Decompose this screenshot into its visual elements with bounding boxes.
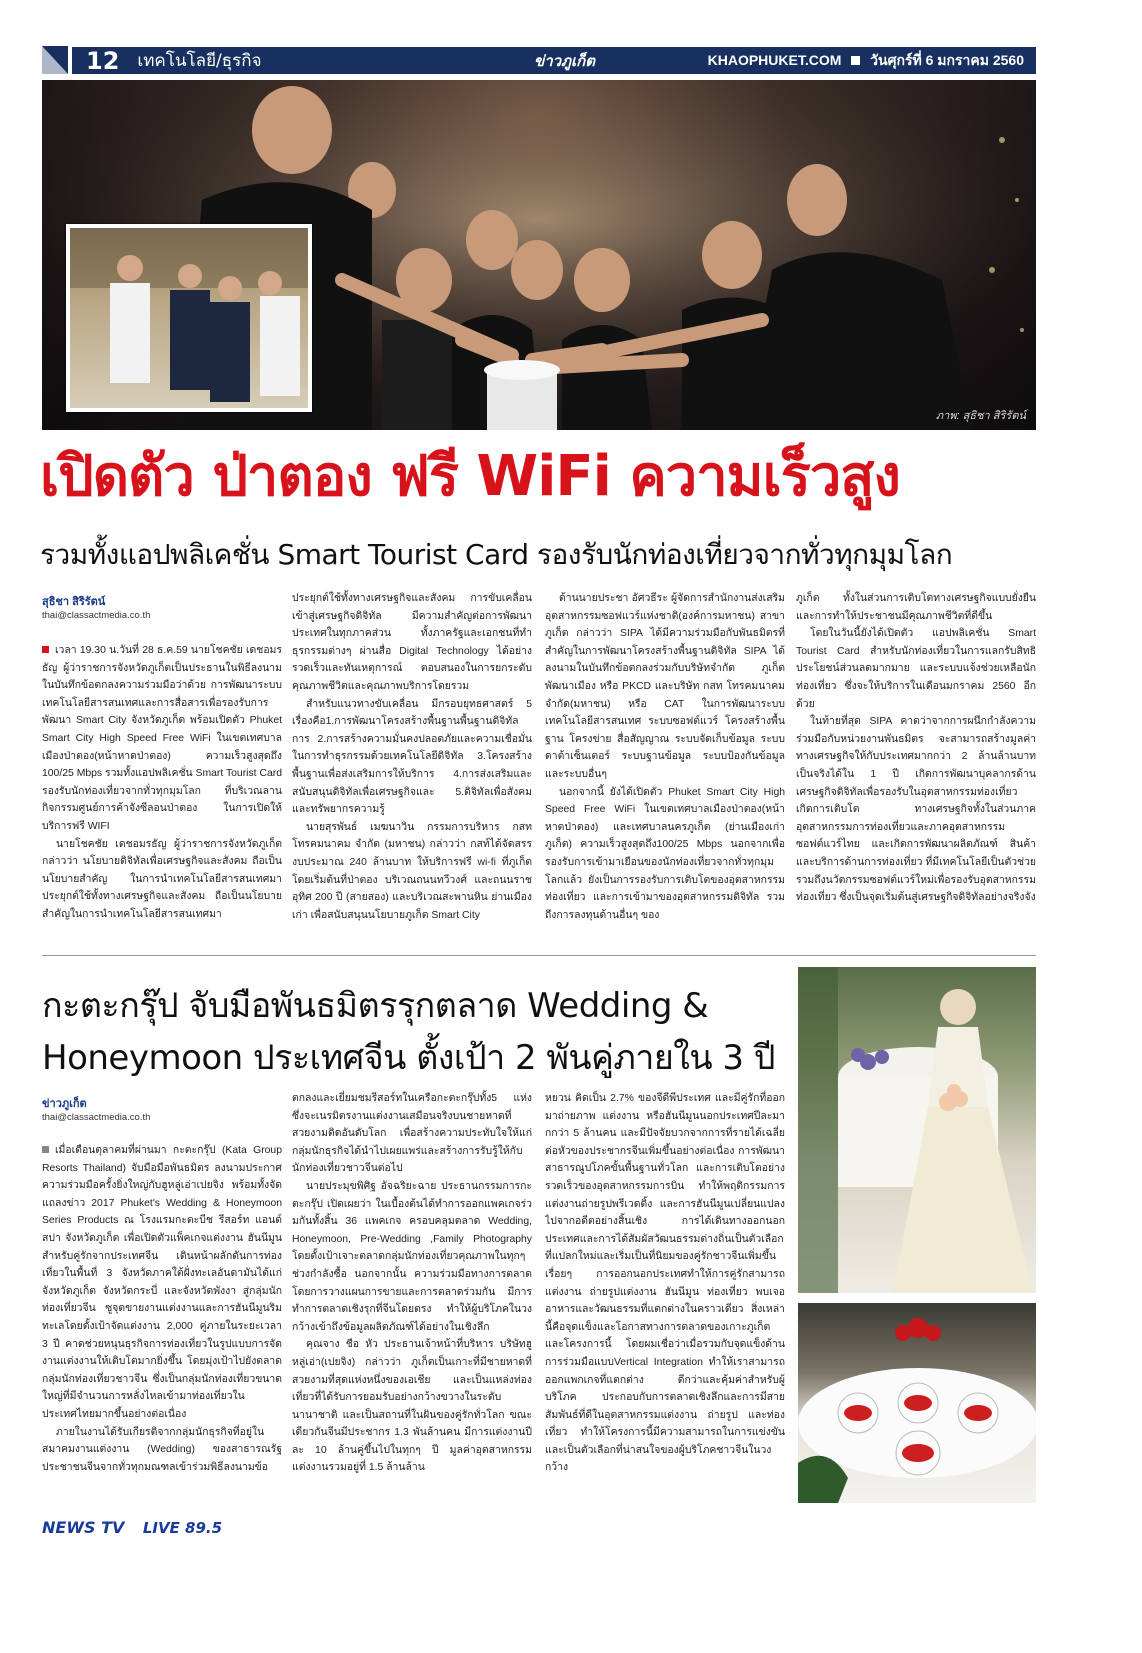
bullet-square-icon bbox=[42, 646, 49, 653]
story1-subheadline: รวมทั้งแอปพลิเคชั่น Smart Tourist Card รองรับนักท่องเที่ยวจากทั่วทุกมุมโลก bbox=[40, 538, 953, 571]
site-url: KHAOPHUKET.COM bbox=[707, 51, 842, 68]
paragraph: นายโชคชัย เดชอมรธัญ ผู้ว่าราชการจังหวัดภูเก็ต กล่าวว่า นโยบายดิจิทัลเพื่อเศรษฐกิจและสังคม ถือเป็นนโยบายสำคัญ ในการนำเทคโนโลยีสารสนเทศมาประยุกต์ใช้ทั้งทางเศรษฐกิจและสังคม ถือเป็นนโยบายสำคัญในการนำเทคโนโลยีสารสนเทศมา bbox=[42, 838, 282, 920]
story1-column-3 bbox=[545, 590, 785, 938]
story2-column-2 bbox=[292, 1090, 532, 1510]
paragraph: นายสุรพันธ์ เมฆนาวิน กรรมการบริหาร กสท โทรคมนาคม จำกัด (มหาชน) กล่าวว่า กสท์ได้จัดสรรงบประมาณ 240 ล้านบาท ให้บริการฟรี wi-fi ที่ภูเก็ต โดยเริ่มต้นที่ป่าตอง บริเวณถนนทวีวงศ์ และถนนราชอุทิศ 200 ปี (สายสอง) และบริเวณสะพานหิน ย่านเมืองเก่า เพื่อสนับสนุนนโยบายภูเก็ต Smart City bbox=[292, 821, 532, 921]
news-tv-logo: NEWS TV bbox=[42, 1518, 125, 1537]
page-number: 12 bbox=[86, 46, 120, 75]
separator-square-icon bbox=[851, 56, 860, 65]
paragraph-text: เวลา 19.30 น.วันที่ 28 ธ.ค.59 นายโชคชัย เดชอมรธัญ ผู้ว่าราชการจังหวัดภูเก็ตเป็นประธานในพิธีลงนามในบันทึกข้อตกลงความร่วมมือว่าด้วย การพัฒนาระบบเทคโนโลยีสารสนเทศและการสื่อสารเพื่อรองรับการพัฒนา Smart City จังหวัดภูเก็ต พร้อมเปิดตัว Phuket Smart City High Speed Free WiFi ในเขตเทศบาลเมืองป่าตอง(หน้าหาดป่าตอง) ความเร็วสูงสุดถึง 100/25 Mbps รวมทั้งแอปพลิเคชั่น Smart Tourist Card รองรับนักท่องเที่ยวจากทั่วทุกมุมโลก ที่บริเวณลานกิจกรรมศูนย์การค้าจังซีลอนป่าตอง ในการเปิดให้บริการฟรี WIFI bbox=[42, 645, 282, 832]
paragraph: ตกลงและเยี่ยมชมรีสอร์ทในเครือกะตะกรุ๊ปทั้ง5 แห่ง ซึ่งจะเนรมิตรงานแต่งงานเสมือนจริงบนชายหาดที่สวยงามติดอันดับโลก เพื่อสร้างความประทับใจให้แก่กลุ่มนักธุรกิจได้นำไปเผยแพร่และสร้างการรับรู้ให้กับนักท่องเที่ยวชาวจีนต่อไป bbox=[292, 1093, 532, 1175]
bullet-square-icon bbox=[42, 1146, 49, 1153]
paragraph: หยวน คิดเป็น 2.7% ของจีดีพีประเทศ และมีคู่รักที่ออกมาถ่ายภาพ แต่งงาน หรือฮันนีมูนนอกประเทศปีละมากกว่า 5 ล้านคน และมีปัจจัยบวกจากการที่รายได้เฉลี่ยต่อหัวของประชากรจีนเพิ่มขึ้นอย่างต่อเนื่อง การพัฒนาสาธารณูปโภคขั้นพื้นฐานทั่วโลก และการเติบโตอย่างรวดเร็วของอุตสาหกรรมการบิน ทำให้พฤติกรรมการแต่งงานถ่ายรูปพรีเวดดิ้ง และการฮันนีมูนเปลี่ยนแปลงไปจากอดีตอย่างสิ้นเชิง การได้เดินทางออกนอกประเทศและการได้สัมผัสวัฒนธรรมต่างถิ่นเป็นตัวเลือกที่แปลกใหม่และเริ่มเป็นที่นิยมของคู่รักชาวจีนเพิ่มขึ้นเรื่อยๆ การออกนอกประเทศทำให้การคู่รักสามารถแต่งงาน ถ่ายรูปแต่งงาน ฮันนีมูน ท่องเที่ยว พบเจออาหารและวัฒนธรรมที่แตกต่างในคราวเดียว สิ่งเหล่านี้คือจุดแข็งและโอกาสทางการตลาดของเกาะภูเก็ตและโครงการนี้ โดยผมเชื่อว่าเมื่อรวมกับจุดแข็งด้านการร่วมมือแบบVertical Integration ทำให้เราสามารถออกแพกเกจที่แตกต่าง ดีกว่าและคุ้มค่าสำหรับผู้บริโภค ประกอบกับการตลาดเชิงลึกและการมีสายสัมพันธ์ที่ดีในอุตสาหกรรมแต่งงาน ถ่ายรูป และท่องเที่ยว ทำให้โครงการนี้มีความสามารถในการแข่งขันและเป็นตัวเลือกที่น่าสนใจของผู้บริโภคชาวจีนในวงกว้าง bbox=[545, 1093, 785, 1474]
paragraph: ภายในงานได้รับเกียรติจากกลุ่มนักธุรกิจที่อยู่ในสมาคมงานแต่งงาน (Wedding) ของสาธารณรัฐประชาชนจีนจากทั่วทุกมณฑลเข้าร่วมพิธีลงนามข้อ bbox=[42, 1426, 282, 1473]
paragraph: โดยในวันนี้ยังได้เปิดตัว แอปพลิเคชั่น Smart Tourist Card สำหรับนักท่องเที่ยวในการแลกรับสิทธิประโยชน์ส่วนลดมากมาย และระบบแจ้งช่วยเหลือนักท่องเที่ยว ซึ่งจะให้บริการในเดือนมกราคม 2560 อีกด้วย bbox=[796, 628, 1036, 710]
story2-headline-line1: กะตะกรุ๊ป จับมือพันธมิตรรุกตลาด Wedding & bbox=[42, 986, 709, 1026]
paragraph: ภูเก็ต ทั้งในส่วนการเติบโตทางเศรษฐกิจแบบยั่งยืน และการทำให้ประชาชนมีคุณภาพชีวิตที่ดีขึ้น bbox=[796, 593, 1036, 622]
paragraph bbox=[42, 1142, 282, 1424]
inset-photo-illustration bbox=[70, 228, 308, 408]
paragraph: นอกจากนี้ ยังได้เปิดตัว Phuket Smart City High Speed Free WiFi ในเขตเทศบาลเมืองป่าตอง(หน้าหาดป่าตอง) และเทศบาลนครภูเก็ต (ย่านเมืองเก่าภูเก็ต) ความเร็วสูงสุดถึง100/25 Mbps นอกจากเพื่อรองรับการเข้ามาเยือนของนักท่องเที่ยวจากทั่วทุกมุมโลกแล้ว ยังเป็นการรองรับการเติบโตของอุตสาหกรรมท่องเที่ยว และการเข้ามาของอุตสาหกรรมดิจิทัล รวมถึงการลงทุนด้านอื่นๆ ของ bbox=[545, 786, 785, 921]
section-name: เทคโนโลยี/ธุรกิจ bbox=[137, 51, 262, 71]
story1-headline: เปิดตัว ป่าตอง ฟรี WiFi ความเร็วสูง bbox=[40, 444, 900, 509]
section-divider bbox=[42, 955, 1036, 956]
story1-byline: สุธิชา สิริรัตน์ bbox=[42, 596, 106, 608]
paragraph: นายประมุขพิศิฐ อัจฉริยะฉาย ประธานกรรมการกะตะกรุ๊ป เปิดเผยว่า ในเบื้องต้นได้ทำการออกแพคเกจร่วมกันทั้งสิ้น 36 แพคเกจ ครอบคลุมตลาด Wedding, Honeymoon, Pre-Wedding ,Family Photography โดยตั้งเป้าเจาะตลาดกลุ่มนักท่องเที่ยวคุณภาพในทุกๆ ช่วงกำลังซื้อ นอกจากนั้น ความร่วมมือทางการตลาดโดยการวางแผนการขายและการตลาดร่วมกัน มีการทำการตลาดเชิงรุกที่จีนโดยตรง ทำให้ผู้บริโภคในวงกว้างเข้าถึงข้อมูลผลิตภัณฑ์ได้อย่างในเชิงลึก bbox=[292, 1180, 532, 1333]
photo-credit: ภาพ: สุธิชา สิริรัตน์ bbox=[935, 410, 1026, 422]
paragraph: ประยุกต์ใช้ทั้งทางเศรษฐกิจและสังคม การขับเคลื่อนเข้าสู่เศรษฐกิจดิจิทัล มีความสำคัญต่อการพัฒนาประเทศในทุกภาคส่วน ทั้งภาครัฐและเอกชนที่ทำธุรกรรมต่างๆ ผ่านสื่อ Digital Technology ได้อย่างรวดเร็วและทันเหตุการณ์ ตอบสนองในการยกระดับคุณภาพชีวิตและคุณภาพบริการโดยรวม bbox=[292, 593, 532, 692]
masthead-logo: ข่าวภูเก็ต bbox=[534, 52, 595, 70]
story2-column-1 bbox=[42, 1142, 282, 1510]
story1-column-4 bbox=[796, 590, 1036, 938]
paragraph: ด้านนายประชา อัศวธีระ ผู้จัดการสำนักงานส่งเสริมอุตสาหกรรมซอฟแวร์แห่งชาติ(องค์การมหาชน) สาขาภูเก็ต กล่าวว่า SIPA ได้มีความร่วมมือกับพันธมิตรที่สำคัญในการพัฒนาโครงสร้างพื้นฐานดิจิทัล SIPA ได้ลงนามในบันทึกข้อตกลงร่วมกับบริษัทจำกัด ภูเก็ตพัฒนาเมือง หรือ PKCD และบริษัท กสท โทรคมนาคม จำกัด(มหาชน) หรือ CAT ในการพัฒนาระบบเทคโนโลยีสารสนเทศ ระบบซอฟต์แวร์ โครงสร้างพื้นฐาน โครงข่าย สื่อสัญญาณ ระบบจัดเก็บข้อมูล ระบบดาต้าเซ็นเตอร์ ระบบฐานข้อมูล ระบบป้องกันข้อมูล และระบบอื่นๆ bbox=[545, 593, 785, 780]
wedding-dress-illustration bbox=[798, 967, 1036, 1293]
corner-marker-icon bbox=[42, 46, 68, 74]
story1-column-1 bbox=[42, 642, 282, 938]
story2-headline-line2: Honeymoon ประเทศจีน ตั้งเป้า 2 พันคู่ภายใน 3 ปี bbox=[42, 1038, 775, 1078]
paragraph bbox=[42, 642, 282, 836]
live-radio-logo: LIVE 89.5 bbox=[142, 1519, 223, 1537]
header-meta bbox=[708, 50, 1024, 72]
issue-date: วันศุกร์ที่ 6 มกราคม 2560 bbox=[870, 51, 1024, 68]
story2-byline-block bbox=[42, 1094, 282, 1123]
wedding-dress-photo bbox=[798, 967, 1036, 1293]
story2-column-3 bbox=[545, 1090, 785, 1510]
story1-column-2 bbox=[292, 590, 532, 938]
table-setting-illustration bbox=[798, 1303, 1036, 1503]
story2-email: thai@classactmedia.co.th bbox=[42, 1112, 151, 1123]
table-setting-photo bbox=[798, 1303, 1036, 1503]
inset-photo bbox=[66, 224, 312, 412]
paragraph: คุณจาง ชือ หัว ประธานเจ้าหน้าที่บริหาร บริษัทฮูหลู่เอ่า(เปยจิง) กล่าวว่า ภูเก็ตเป็นเกาะที่มีชายหาดที่สวยงามที่สุดแห่งหนึ่งของเอเชีย และเป็นแหล่งท่องเที่ยวที่ได้รับการยอมรับอย่างกว้างขวางในระดับนานาชาติ และเป็นสถานที่ในฝันของคู่รักทั่วโลก ขณะเดียวกันจีนมีประชากร 1.3 พันล้านคน มีการแต่งงานปีละ 10 ล้านคู่ขึ้นไปในทุกๆ ปี มูลค่าอุตสาหกรรมแต่งงานรวมอยู่ที่ 1.5 ล้านล้าน bbox=[292, 1339, 532, 1474]
paragraph: สำหรับแนวทางขับเคลื่อน มีกรอบยุทธศาสตร์ 5 เรื่องคือ1.การพัฒนาโครงสร้างพื้นฐานพื้นฐานดิจิทัล การ 2.การสร้างความมั่นคงปลอดภัยและความเชื่อมั่นในการทำธุรกรรมด้วยเทคโนโลยีดิจิทัล 3.โครงสร้างพื้นฐานเพื่อส่งเสริมการให้บริการ 4.การส่งเสริมและสนับสนุนดิจิทัลเพื่อเศรษฐกิจและ 5.ดิจิทัลเพื่อสังคมและทรัพยากรความรู้ bbox=[292, 698, 532, 816]
story2-byline: ข่าวภูเก็ต bbox=[42, 1098, 87, 1110]
story1-byline-block bbox=[42, 592, 282, 621]
paragraph: ในท้ายที่สุด SIPA คาดว่าจากการผนึกกำลังความร่วมมือกับหน่วยงานพันธมิตร จะสามารถสร้างมูลค่าทางเศรษฐกิจให้กับประเทศมากกว่า 2 ล้านล้านบาท เป็นจริงได้ใน 1 ปี เกิดการพัฒนาบุคลากรด้านเศรษฐกิจดิจิทัลเพื่อรองรับในอุตสาหกรรมท่องเที่ยว เกิดการเติบโต ทางเศรษฐกิจทั้งในส่วนภาคอุตสาหกรรมการท่องเที่ยวและภาคอุตสาหกรรมซอฟต์แวร์ไทย และเกิดการพัฒนาผลิตภัณฑ์ สินค้าและบริการด้านการท่องเที่ยว ที่มีเทคโนโลยีเป็นตัวช่วย รวมถึงนวัตกรรมซอฟต์แวร์ใหม่เพื่อรองรับอุตสาหกรรมท่องเที่ยว ซึ่งเป็นจุดเริ่มต้นสู่เศรษฐกิจดิจิทัลอย่างจริงจัง bbox=[796, 716, 1036, 904]
story1-email: thai@classactmedia.co.th bbox=[42, 610, 151, 621]
paragraph-text: เมื่อเดือนตุลาคมที่ผ่านมา กะตะกรุ๊ป (Kata Group Resorts Thailand) จับมือมือพันธมิตร ลงนามประกาศความร่วมมือครั้งยิ่งใหญ่กับฮูหลู่เอ่าเปยจิง พร้อมทั้งจัดแถลงข่าว 2017 Phuket's Wedding & Honeymoon Series Products ณ โรงแรมกะตะบีช รีสอร์ท แอนด์ สปา จังหวัดภูเก็ต เพื่อเปิดตัวแพ็คเกจแต่งงาน ฮันนีมูนสำหรับคู่รักจากประเทศจีน เดินหน้าผลักดันการท่องเที่ยวในพื้นที่ 3 จังหวัดภาคใต้ฝั่งทะเลอันดามันได้แก่ จังหวัดภูเก็ต จังหวัดกระบี่ และจังหวัดพังงา สู่กลุ่มนักท่องเที่ยวจีน ซูจุดขายงานแต่งงานและการฮันนีมูนริมทะเลโดยตั้งเป้าจัดแต่งงาน 2,000 คู่ภายในระยะเวลา 3 ปี คาดช่วยหนุนธุรกิจการท่องเที่ยวในรูปแบบการจัดงานแต่งงานให้เติบโตมากยิ่งขึ้น โดยมุ่งเป้าไปยังตลาดกลุ่มนักท่องเที่ยวชาวจีน ซึ่งเป็นกลุ่มนักท่องเที่ยวขนาดใหญ่ที่มีจำนวนการหลั่งไหลเข้ามาท่องเที่ยวในประเทศไทยมากขึ้นอย่างต่อเนื่อง bbox=[42, 1145, 282, 1420]
footer-logos bbox=[42, 1518, 342, 1542]
page-header bbox=[72, 47, 1036, 74]
